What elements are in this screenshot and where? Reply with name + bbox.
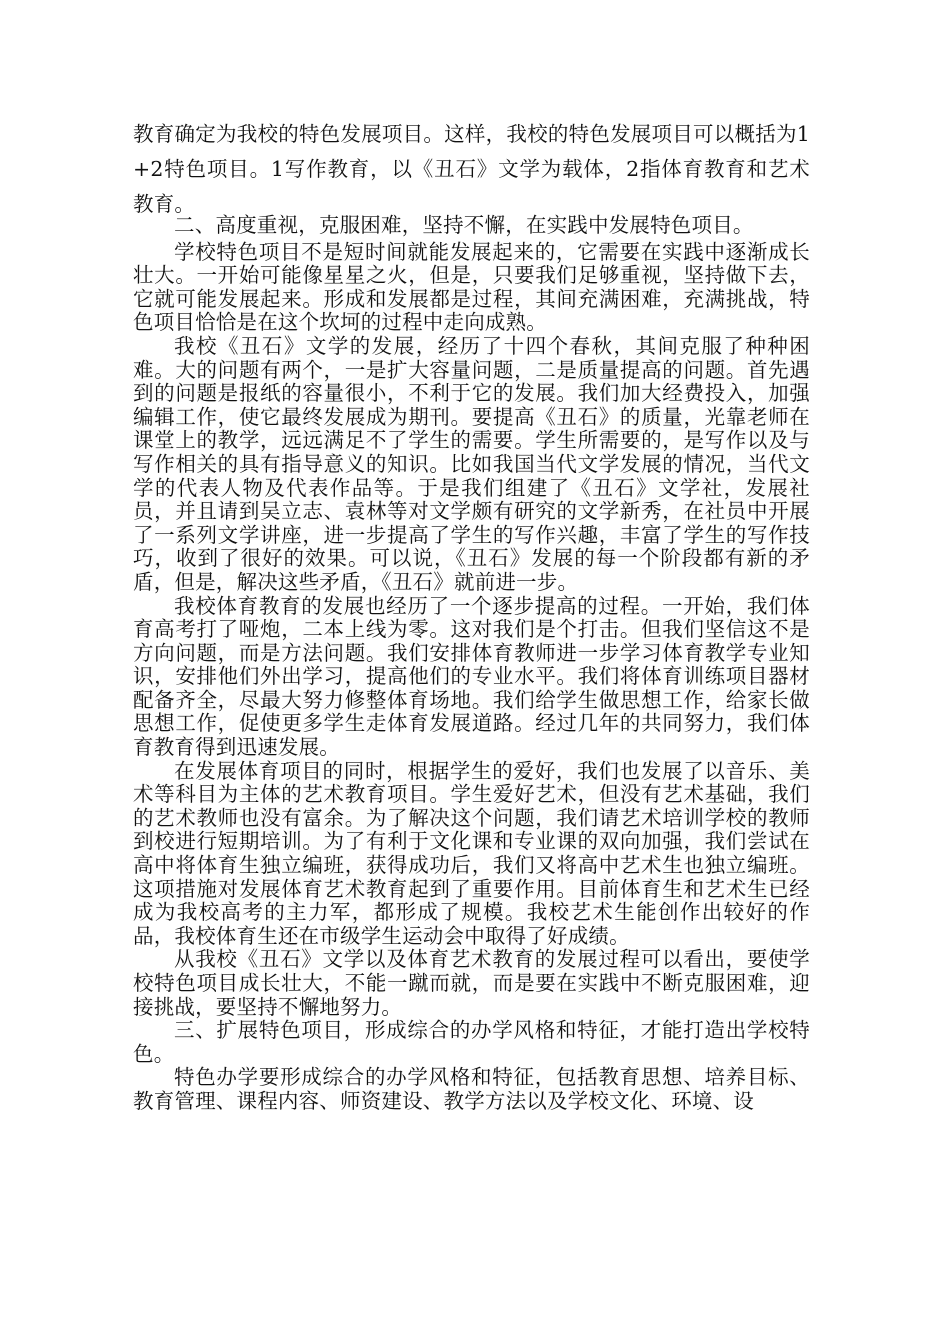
document-page	[133, 117, 810, 1114]
paragraph-6: 在发展体育项目的同时，根据学生的爱好，我们也发展了以音乐、美术等科目为主体的艺术教育项目。学生爱好艺术，但没有艺术基础，我们的艺术教师也没有富余。为了解决这个问题，我们请艺术培训学校的教师到校进行短期培训。为了有利于文化课和专业课的双向加强，我们尝试在高中将体育生独立编班，获得成功后，我们又将高中艺术生也独立编班。这项措施对发展体育艺术教育起到了重要作用。目前体育生和艺术生已经成为我校高考的主力军，都形成了规模。我校艺术生能创作出较好的作品，我校体育生还在市级学生运动会中取得了好成绩。	[133, 758, 810, 948]
section-heading-2: 二、高度重视，克服困难，坚持不懈，在实践中发展特色项目。	[174, 213, 754, 237]
paragraph-4: 我校《丑石》文学的发展，经历了十四个春秋，其间克服了种种困难。大的问题有两个，一是扩大容量问题，二是质量提高的问题。首先遇到的问题是报纸的容量很小，不利于它的发展。我们加大经费投入，加强编辑工作，使它最终发展成为期刊。要提高《丑石》的质量，光靠老师在课堂上的教学，远远满足不了学生的需要。学生所需要的，是写作以及与写作相关的具有指导意义的知识。比如我国当代文学发展的情况，当代文学的代表人物及代表作品等。于是我们组建了《丑石》文学社，发展社员，并且请到吴立志、袁林等对文学颇有研究的文学新秀，在社员中开展了一系列文学讲座，进一步提高了学生的写作兴趣，丰富了学生的写作技巧，收到了很好的效果。可以说，《丑石》发展的每一个阶段都有新的矛盾，但是，解决这些矛盾，《丑石》就前进一步。	[133, 333, 810, 594]
paragraph-9: 特色办学要形成综合的办学风格和特征，包括教育思想、培养目标、教育管理、课程内容、师资建设、教学方法以及学校文化、环境、设	[133, 1065, 810, 1113]
paragraph-1: 教育确定为我校的特色发展项目。这样，我校的特色发展项目可以概括为1+2特色项目。1写作教育，以《丑石》文学为载体，2指体育教育和艺术教育。	[133, 122, 810, 216]
paragraph-7: 从我校《丑石》文学以及体育艺术教育的发展过程可以看出，要使学校特色项目成长壮大，不能一蹴而就，而是要在实践中不断克服困难，迎接挑战，要坚持不懈地努力。	[133, 947, 810, 1019]
section-heading-3: 三、扩展特色项目，形成综合的办学风格和特征，才能打造出学校特色。	[133, 1018, 810, 1066]
paragraph-5: 我校体育教育的发展也经历了一个逐步提高的过程。一开始，我们体育高考打了哑炮，二本上线为零。这对我们是个打击。但我们坚信这不是方向问题，而是方法问题。我们安排体育教师进一步学习体育教学专业知识，安排他们外出学习，提高他们的专业水平。我们将体育训练项目器材配备齐全，尽最大努力修整体育场地。我们给学生做思想工作，给家长做思想工作，促使更多学生走体育发展道路。经过几年的共同努力，我们体育教育得到迅速发展。	[133, 593, 810, 760]
paragraph-3: 学校特色项目不是短时间就能发展起来的，它需要在实践中逐渐成长壮大。一开始可能像星星之火，但是，只要我们足够重视，坚持做下去，它就可能发展起来。形成和发展都是过程，其间充满困难，充满挑战，特色项目恰恰是在这个坎坷的过程中走向成熟。	[133, 239, 810, 335]
